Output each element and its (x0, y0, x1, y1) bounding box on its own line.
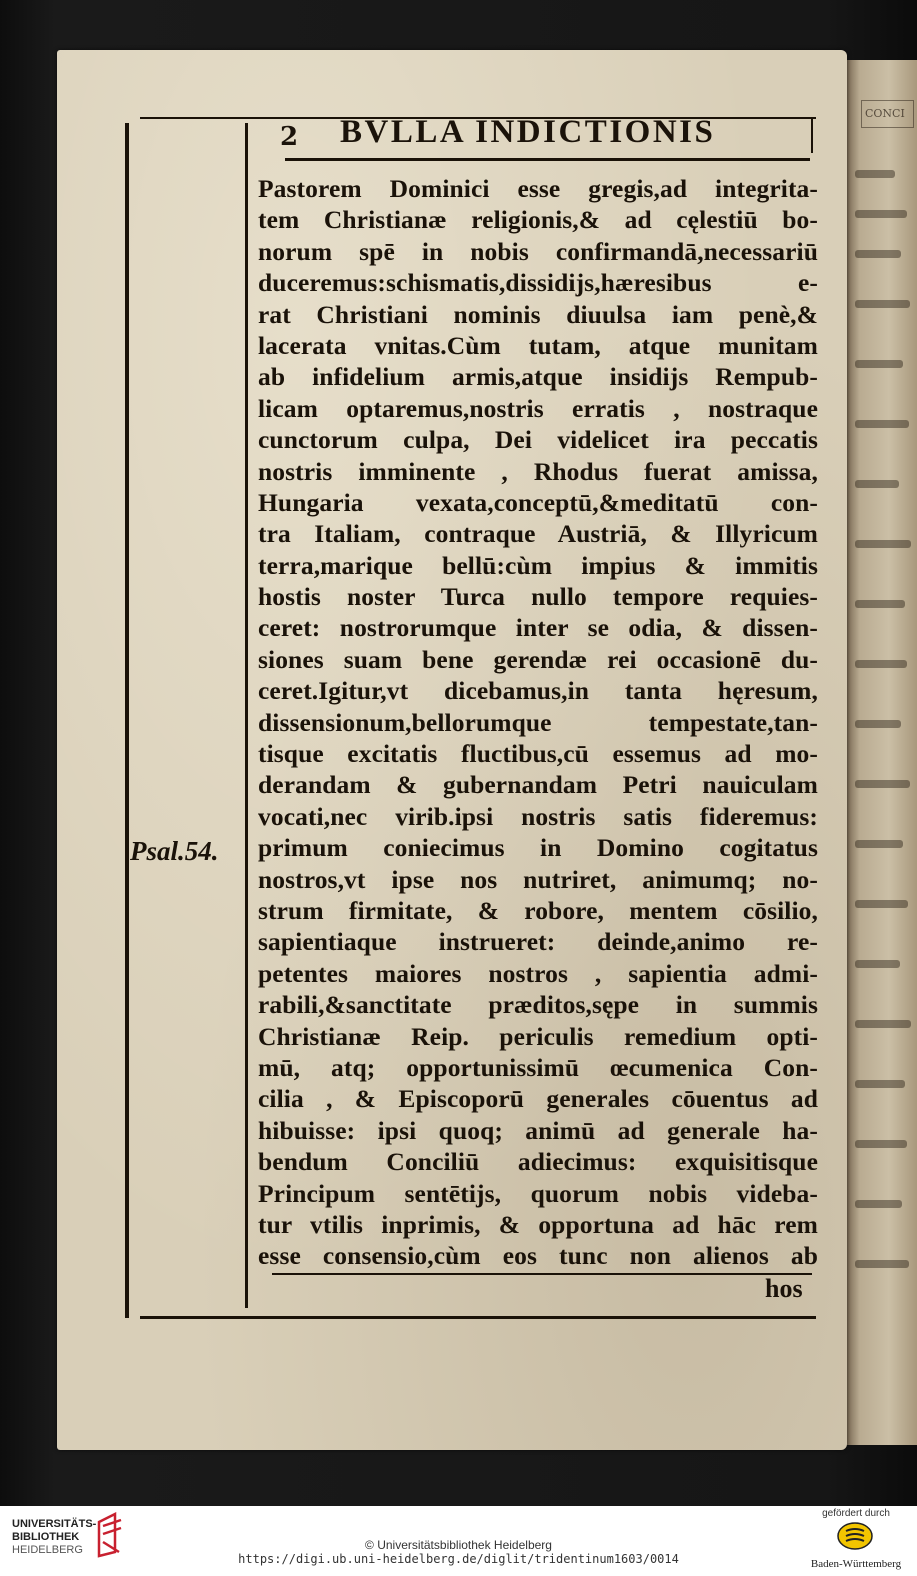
text-line: strum firmitate, & robore, mentem cōsilio, (258, 895, 818, 925)
text-line: derandam & gubernandam Petri nauiculam (258, 770, 818, 800)
library-name-line3: HEIDELBERG (12, 1544, 83, 1556)
text-line: sapientiaque instrueret: deinde,animo re- (258, 927, 818, 957)
facing-page-header: CONCI (861, 100, 914, 128)
text-line: norum spē in nobis confirmandā,necessariū (258, 236, 818, 266)
running-title: BVLLA INDICTIONIS (340, 114, 716, 150)
text-line: primum coniecimus in Domino cogitatus (258, 833, 818, 863)
text-line: terra,marique bellū:cùm impius & immitis (258, 550, 818, 580)
text-line: rat Christiani nominis diuulsa iam penè,& (258, 299, 818, 329)
text-line: hostis noster Turca nullo tempore requies- (258, 582, 818, 612)
text-line: licam optaremus,nostris erratis , nostraque (258, 393, 818, 423)
text-line: esse consensio,cùm eos tunc non alienos ab (258, 1241, 818, 1271)
text-line: tem Christianæ religionis,& ad cęlestiū bo- (258, 205, 818, 235)
text-line: mū, atq; opportunissimū œcumenica Con- (258, 1052, 818, 1082)
sponsor-label: gefördert durch (822, 1508, 890, 1519)
text-line: cunctorum culpa, Dei videlicet ira peccatis (258, 425, 818, 455)
state-crest-icon[interactable] (836, 1521, 874, 1551)
running-head (280, 114, 810, 158)
text-line: Christianæ Reip. periculis remedium opti- (258, 1021, 818, 1051)
facing-page-edge (847, 60, 917, 1445)
text-line: ceret.Igitur,vt dicebamus,in tanta hęresum, (258, 676, 818, 706)
text-line: vocati,nec virib.ipsi nostris satis fideremus: (258, 801, 818, 831)
library-name-line1: UNIVERSITÄTS- (12, 1518, 97, 1530)
text-line: Principum sentētijs, quorum nobis videba- (258, 1178, 818, 1208)
page-number: 2 (280, 122, 299, 152)
frame-rule-right (811, 118, 813, 153)
frame-rule-left (125, 123, 129, 1318)
text-line: hibuisse: ipsi quoq; animū ad generale ha- (258, 1115, 818, 1145)
text-line: tra Italiam, contraque Austriā, & Illyricum (258, 519, 818, 549)
text-line: nostros,vt ipse nos nutriret, animumq; no- (258, 864, 818, 894)
text-line: petentes maiores nostros , sapientia admi- (258, 958, 818, 988)
text-line: bendum Conciliū adiecimus: exquisitisque (258, 1147, 818, 1177)
text-line: rabili,&sanctitate præditos,sępe in summis (258, 990, 818, 1020)
catchword: hos (765, 1274, 803, 1303)
text-line: lacerata vnitas.Cùm tutam, atque munitam (258, 330, 818, 360)
frame-rule-inner-left (245, 123, 248, 1308)
text-line: nostris imminente , Rhodus fuerat amissa, (258, 456, 818, 486)
marginal-note: Psal.54. (130, 836, 219, 866)
copyright-notice: © Universitätsbibliothek Heidelberg (365, 1538, 552, 1552)
text-line: Hungaria vexata,conceptū,&meditatū con- (258, 487, 818, 517)
text-line: duceremus:schismatis,dissidijs,hæresibus e- (258, 268, 818, 298)
text-line: cilia , & Episcoporū generales cōuentus ad (258, 1084, 818, 1114)
text-line: Pastorem Dominici esse gregis,ad integrita- (258, 174, 818, 203)
header-rule (285, 158, 810, 161)
text-line: dissensionum,bellorumque tempestate,tan- (258, 707, 818, 737)
text-line: siones suam bene gerendæ rei occasionē du- (258, 644, 818, 674)
viewer-footer (0, 1506, 917, 1576)
text-line: tur vtilis inprimis, & opportuna ad hāc rem (258, 1209, 818, 1239)
text-line: ab infidelium armis,atque insidijs Rempub- (258, 362, 818, 392)
text-line: tisque excitatis fluctibus,cū essemus ad mo- (258, 739, 818, 769)
permalink-url[interactable]: https://digi.ub.uni-heidelberg.de/diglit/tridentinum1603/0014 (238, 1552, 679, 1566)
frame-rule-bottom (140, 1316, 816, 1319)
library-name-line2: BIBLIOTHEK (12, 1531, 80, 1543)
body-text (258, 173, 818, 1272)
sponsor-name: Baden-Württemberg (810, 1558, 902, 1570)
footer-rule (272, 1273, 812, 1275)
text-line: ceret: nostrorumque inter se odia, & dissen- (258, 613, 818, 643)
